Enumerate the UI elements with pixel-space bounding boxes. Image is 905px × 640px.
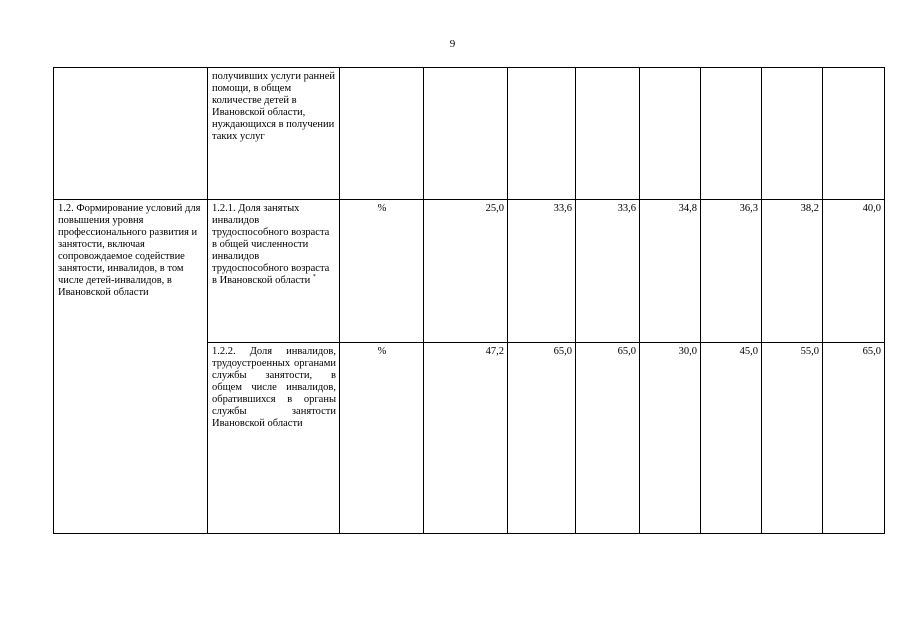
task-cell-1-2 xyxy=(54,200,208,534)
value-cell-empty-7 xyxy=(823,68,885,200)
value-cell-1-2-1-col4: 34,8 xyxy=(640,200,701,343)
footnote-mark: * xyxy=(312,274,316,280)
value-cell-1-2-1-col3: 33,6 xyxy=(576,200,640,343)
value-cell-empty-6 xyxy=(762,68,823,200)
value-cell-empty-5 xyxy=(701,68,762,200)
value-cell-1-2-2-col1: 47,2 xyxy=(424,343,508,534)
value-cell-1-2-2-col3: 65,0 xyxy=(576,343,640,534)
table-row-indicator-1-2-1 xyxy=(54,200,885,343)
indicator-text-1-2-2: 1.2.2. Доля инвалидов, трудоустроенных органами службы занятости, в общем числе инвалидов, обратившихся в органы службы занятости Ивановской области xyxy=(212,346,336,429)
indicator-text-1-2-1: 1.2.1. Доля занятых инвалидов трудоспособного возраста в общей численности инвалидов трудоспособного возраста в Ивановской области xyxy=(212,203,330,286)
value-cell-1-2-2-col5: 45,0 xyxy=(701,343,762,534)
value-cell-1-2-2-col6: 55,0 xyxy=(762,343,823,534)
indicators-table xyxy=(53,67,885,534)
value-cell-1-2-2-col4: 30,0 xyxy=(640,343,701,534)
value-cell-1-2-1-col7: 40,0 xyxy=(823,200,885,343)
indicator-cell-1-2-2 xyxy=(208,343,340,534)
page-number: 9 xyxy=(449,38,456,50)
value-cell-1-2-2-col7: 65,0 xyxy=(823,343,885,534)
value-cell-empty-4 xyxy=(640,68,701,200)
indicator-text-continued: получивших услуги ранней помощи, в общем количестве детей в Ивановской области, нуждающихся в получении таких услуг xyxy=(212,71,336,142)
unit-cell-empty xyxy=(340,68,424,200)
unit-cell-1-2-1: % xyxy=(340,200,424,343)
indicator-cell-1-2-1 xyxy=(208,200,340,343)
unit-cell-1-2-2: % xyxy=(340,343,424,534)
indicator-cell-continued xyxy=(208,68,340,200)
value-cell-empty-3 xyxy=(576,68,640,200)
value-cell-empty-2 xyxy=(508,68,576,200)
value-cell-1-2-1-col5: 36,3 xyxy=(701,200,762,343)
table-row-continued xyxy=(54,68,885,200)
value-cell-1-2-2-col2: 65,0 xyxy=(508,343,576,534)
value-cell-1-2-1-col2: 33,6 xyxy=(508,200,576,343)
value-cell-1-2-1-col6: 38,2 xyxy=(762,200,823,343)
value-cell-1-2-1-col1: 25,0 xyxy=(424,200,508,343)
task-cell-empty xyxy=(54,68,208,200)
value-cell-empty-1 xyxy=(424,68,508,200)
task-text-1-2: 1.2. Формирование условий для повышения уровня профессионального развития и занятости, включая сопровождаемое содействие занятости, инвалидов, в том числе детей-инвалидов, в Ивановской области xyxy=(58,203,201,298)
